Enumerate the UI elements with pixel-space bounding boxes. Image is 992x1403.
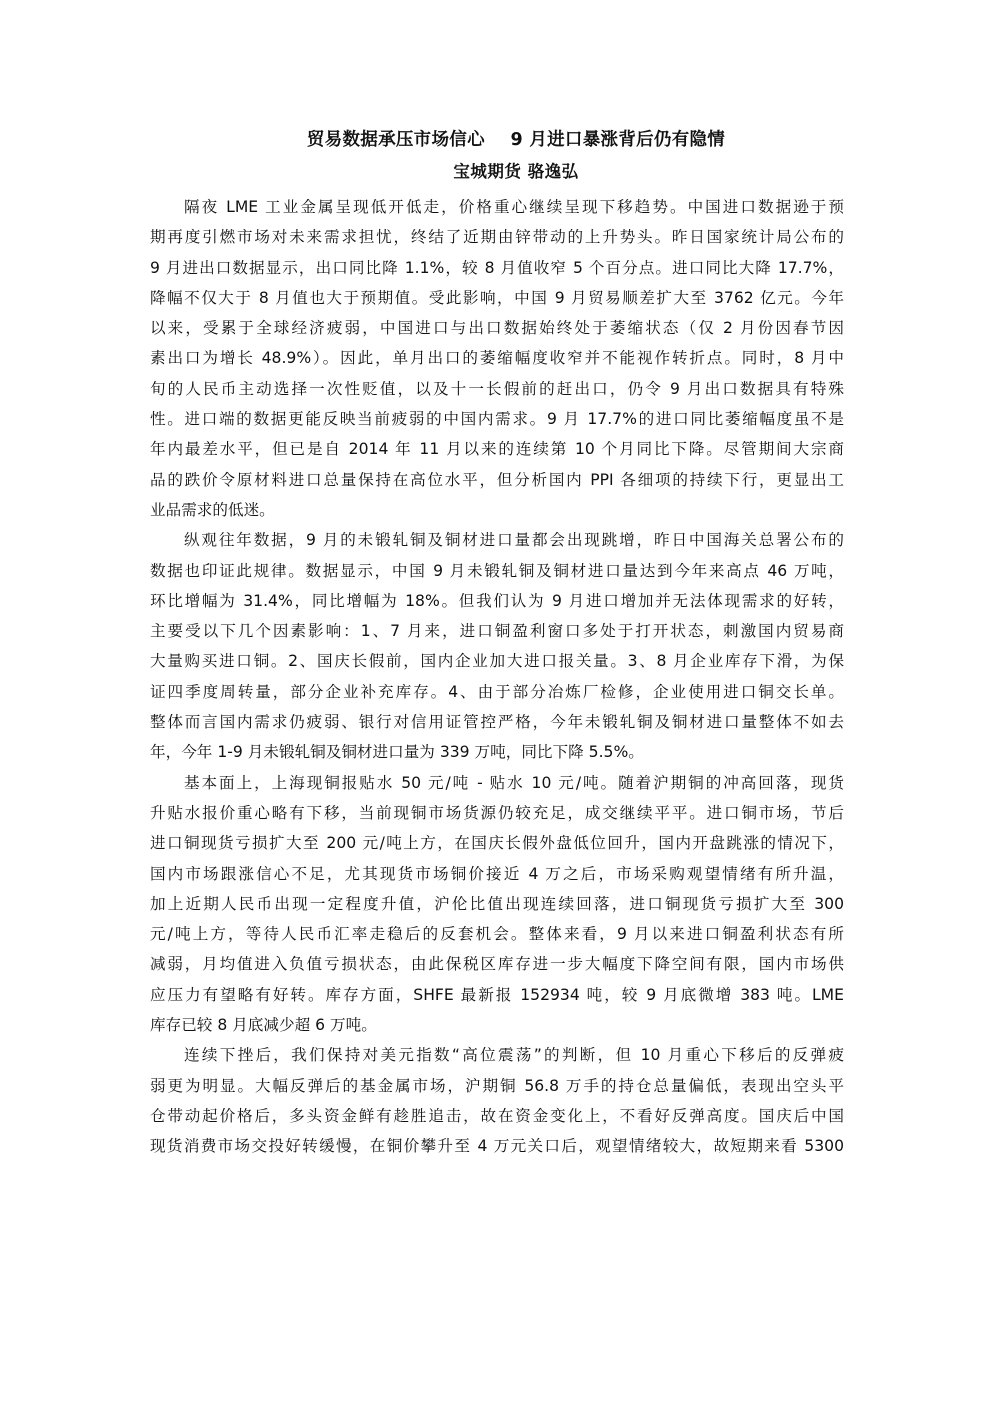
paragraph-line: 加上近期人民币出现一定程度升值，沪伦比值出现连续回落，进口铜现货亏损扩大至 300 [150,894,844,913]
paragraph [150,768,844,1041]
paragraph-line: 9 月进出口数据显示，出口同比降 1.1%，较 8 月值收窄 5 个百分点。进口同比大降 17.7%， [150,258,844,277]
paragraph [150,192,844,525]
paragraph-line: 数据也印证此规律。数据显示，中国 9 月未锻轧铜及铜材进口量达到今年来高点 46 万吨， [150,561,844,580]
paragraph-line: 隔夜 LME 工业金属呈现低开低走，价格重心继续呈现下移趋势。中国进口数据逊于预 [184,198,844,216]
document-title: 贸易数据承压市场信心 9 月进口暴涨背后仍有隐情 [306,130,726,150]
paragraph-line: 进口铜现货亏损扩大至 200 元/吨上方，在国庆长假外盘低位回升，国内开盘跳涨的情况下， [150,834,844,853]
paragraph-line: 连续下挫后，我们保持对美元指数“高位震荡”的判断，但 10 月重心下移后的反弹疲 [184,1046,844,1065]
paragraph-line: 主要受以下几个因素影响：1、7 月来，进口铜盈利窗口多处于打开状态，刺激国内贸易商 [150,622,844,641]
paragraph [150,1040,844,1161]
paragraph-line: 环比增幅为 31.4%，同比增幅为 18%。但我们认为 9 月进口增加并无法体现需求的好转， [150,591,844,610]
paragraph-line: 旬的人民币主动选择一次性贬值，以及十一长假前的赶出口，仍令 9 月出口数据具有特殊 [150,379,844,398]
paragraph-line: 大量购买进口铜。2、国庆长假前，国内企业加大进口报关量。3、8 月企业库存下滑，为保 [150,652,844,671]
paragraph-line: 库存已较 8 月底减少超 6 万吨。 [150,1016,377,1035]
paragraph-line: 国内市场跟涨信心不足，尤其现货市场铜价接近 4 万之后，市场采购观望情绪有所升温， [150,864,844,883]
paragraph-line: 弱更为明显。大幅反弹后的基金属市场，沪期铜 56.8 万手的持仓总量偏低，表现出空头平 [150,1076,844,1095]
paragraph-line: 年，今年 1-9 月未锻轧铜及铜材进口量为 339 万吨，同比下降 5.5%。 [150,743,644,762]
paragraph-line: 以来，受累于全球经济疲弱，中国进口与出口数据始终处于萎缩状态（仅 2 月份因春节因 [150,319,844,338]
paragraph-line: 应压力有望略有好转。库存方面，SHFE 最新报 152934 吨，较 9 月底微增 383 吨。LME [150,985,844,1004]
paragraph-line: 素出口为增长 48.9%）。因此，单月出口的萎缩幅度收窄并不能视作转折点。同时，8 月中 [150,349,844,368]
document-body [150,192,844,1162]
paragraph [150,525,844,767]
paragraph-line: 业品需求的低迷。 [150,500,275,519]
document-author: 宝城期货 骆逸弘 [453,162,579,181]
paragraph-line: 基本面上，上海现铜报贴水 50 元/吨 - 贴水 10 元/吨。随着沪期铜的冲高回落，现货 [184,773,844,792]
paragraph-line: 期再度引燃市场对未来需求担忧，终结了近期由锌带动的上升势头。昨日国家统计局公布的 [150,228,844,247]
paragraph-line: 证四季度周转量，部分企业补充库存。4、由于部分冶炼厂检修，企业使用进口铜交长单。 [150,682,844,701]
paragraph-line: 纵观往年数据，9 月的未锻轧铜及铜材进口量都会出现跳增，昨日中国海关总署公布的 [184,531,844,550]
paragraph-line: 性。进口端的数据更能反映当前疲弱的中国内需求。9 月 17.7%的进口同比萎缩幅度虽不是 [150,410,844,429]
paragraph-line: 品的跌价令原材料进口总量保持在高位水平，但分析国内 PPI 各细项的持续下行，更显出工 [150,470,844,489]
paragraph-line: 降幅不仅大于 8 月值也大于预期值。受此影响，中国 9 月贸易顺差扩大至 3762 亿元。今年 [150,288,844,307]
paragraph-line: 年内最差水平，但已是自 2014 年 11 月以来的连续第 10 个月同比下降。尽管期间大宗商 [150,440,844,459]
paragraph-line: 升贴水报价重心略有下移，当前现铜市场货源仍较充足，成交继续平平。进口铜市场，节后 [150,803,844,822]
paragraph-line: 仓带动起价格后，多头资金鲜有趁胜追击，故在资金变化上，不看好反弹高度。国庆后中国 [150,1106,844,1125]
paragraph-line: 元/吨上方，等待人民币汇率走稳后的反套机会。整体来看，9 月以来进口铜盈利状态有所 [150,925,844,944]
paragraph-line: 整体而言国内需求仍疲弱、银行对信用证管控严格，今年未锻轧铜及铜材进口量整体不如去 [150,713,844,732]
paragraph-line: 减弱，月均值进入负值亏损状态，由此保税区库存进一步大幅度下降空间有限，国内市场供 [150,955,844,974]
paragraph-line: 现货消费市场交投好转缓慢，在铜价攀升至 4 万元关口后，观望情绪较大，故短期来看 5300 [150,1137,844,1156]
